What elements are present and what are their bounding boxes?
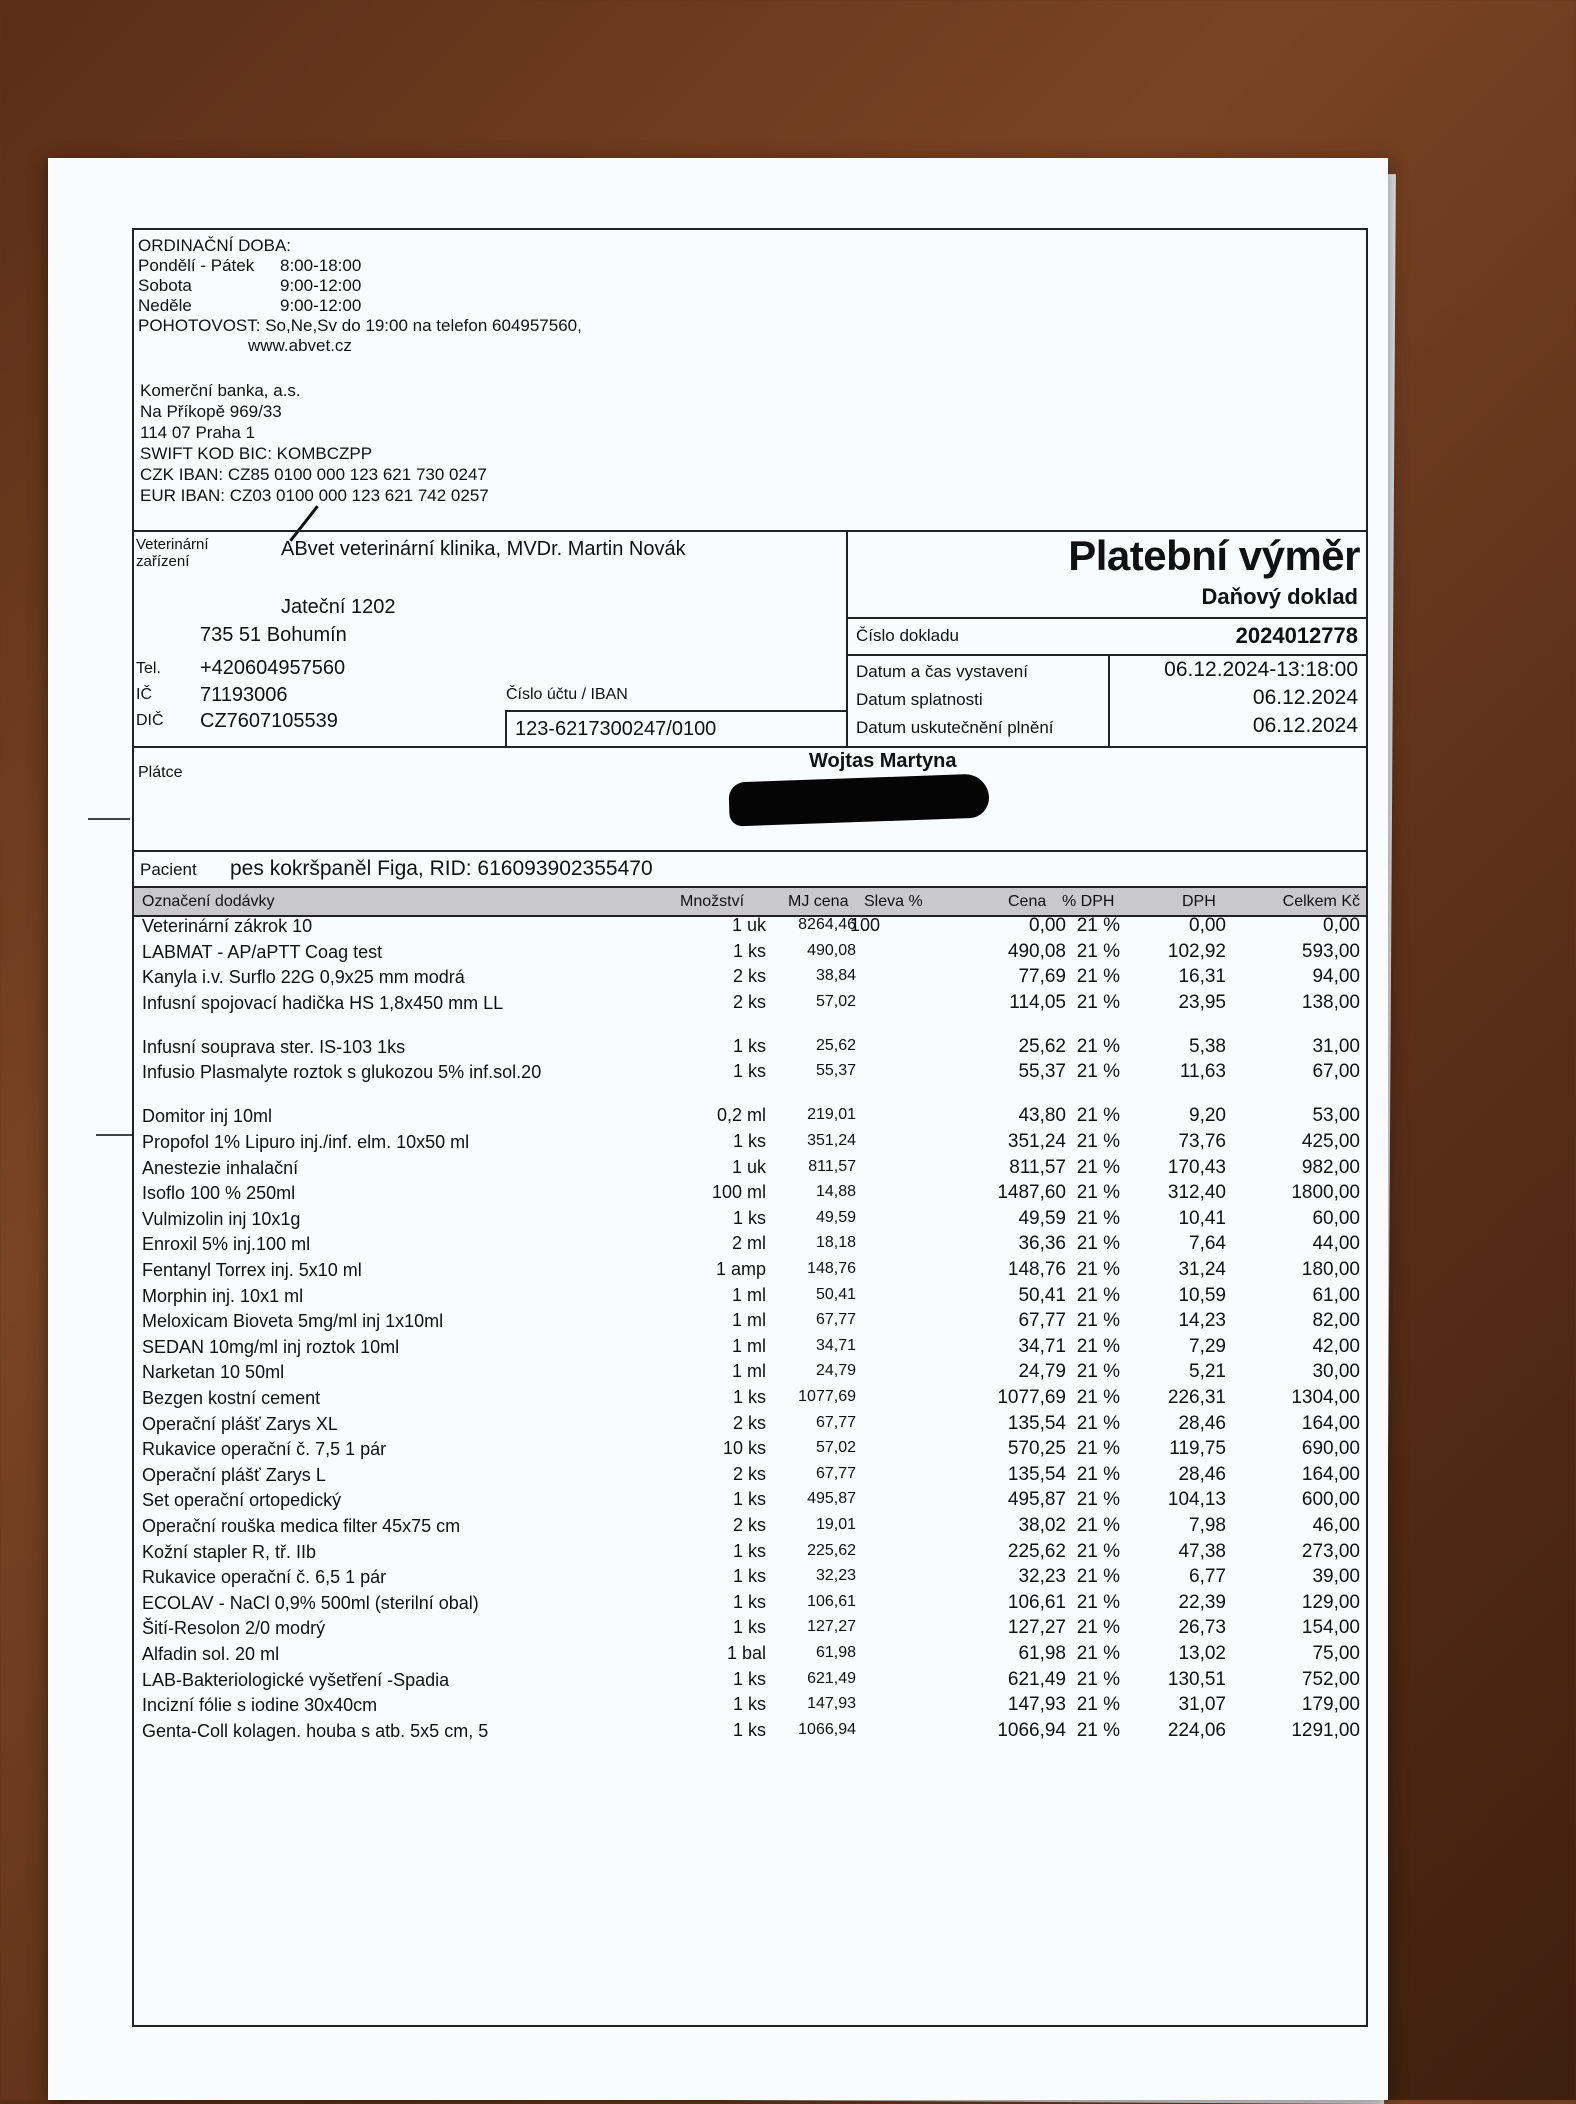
item-name: LAB-Bakteriologické vyšetření -Spadia (142, 1669, 450, 1690)
item-total: 94,00 (1312, 966, 1360, 988)
item-vat: 104,13 (1167, 1489, 1226, 1511)
item-price: 0,00 (1029, 915, 1066, 936)
item-unit-price: 225,62 (807, 1541, 856, 1559)
item-name: Propofol 1% Lipuro inj./inf. elm. 10x50 ml (142, 1132, 470, 1152)
item-qty: 1 ml (731, 1284, 766, 1305)
fulfilled-value: 06.12.2024 (1252, 714, 1358, 737)
item-name: Rukavice operační č. 6,5 1 pár (142, 1567, 387, 1588)
item-qty: 1 ks (732, 1719, 766, 1740)
facility-city: 735 51 Bohumín (200, 624, 347, 646)
bank-line: 114 07 Praha 1 (140, 423, 255, 442)
item-qty: 2 ks (732, 1463, 766, 1484)
item-name: Isoflo 100 % 250ml (142, 1183, 296, 1204)
col-name: Označení dodávky (142, 893, 275, 910)
item-vat-rate: 21 % (1076, 1207, 1120, 1229)
hours-row: Pondělí - Pátek 8:00-18:00 (138, 256, 362, 275)
item-vat-rate: 21 % (1076, 1156, 1120, 1178)
item-unit-price: 50,41 (815, 1285, 856, 1303)
item-unit-price: 38,84 (815, 967, 856, 985)
item-name: Genta-Coll kolagen. houba s atb. 5x5 cm, 5 (142, 1720, 489, 1741)
item-qty: 1 ks (732, 1207, 766, 1228)
item-unit-price: 219,01 (807, 1106, 856, 1124)
item-total: 67,00 (1312, 1061, 1360, 1083)
bank-line: SWIFT KOD BIC: KOMBCZPP (140, 444, 373, 463)
item-unit-price: 18,18 (815, 1234, 856, 1252)
item-price: 147,93 (1007, 1694, 1066, 1716)
item-name: Kanyla i.v. Surflo 22G 0,9x25 mm modrá (142, 967, 465, 988)
item-vat-rate: 21 % (1076, 1719, 1120, 1741)
item-price: 225,62 (1007, 1540, 1066, 1562)
item-unit-price: 67,77 (815, 1464, 856, 1482)
item-total: 75,00 (1312, 1643, 1360, 1664)
item-vat: 7,98 (1189, 1515, 1226, 1536)
item-total: 138,00 (1301, 991, 1360, 1013)
item-total: 1291,00 (1291, 1719, 1360, 1741)
item-unit-price: 8264,46 (798, 916, 856, 933)
item-vat-rate: 21 % (1076, 991, 1120, 1013)
item-vat: 14,23 (1178, 1310, 1226, 1332)
item-vat: 73,76 (1178, 1131, 1226, 1152)
item-qty: 2 ks (732, 1515, 766, 1535)
item-unit-price: 19,01 (815, 1516, 856, 1533)
item-unit-price: 32,23 (815, 1567, 856, 1585)
item-total: 42,00 (1312, 1335, 1360, 1357)
item-vat: 10,59 (1178, 1284, 1226, 1306)
item-vat: 13,02 (1178, 1643, 1226, 1664)
item-total: 31,00 (1312, 1035, 1360, 1057)
item-total: 44,00 (1312, 1233, 1360, 1255)
ic-label: IČ (136, 686, 152, 703)
item-price: 811,57 (1009, 1156, 1066, 1178)
item-price: 25,62 (1018, 1035, 1066, 1057)
due-label: Datum splatnosti (856, 690, 983, 709)
item-name: Domitor inj 10ml (142, 1106, 273, 1127)
item-unit-price: 490,08 (807, 941, 856, 959)
due-value: 06.12.2024 (1252, 686, 1358, 709)
item-price: 24,79 (1018, 1361, 1066, 1383)
item-qty: 1 uk (731, 915, 766, 935)
bank-line: CZK IBAN: CZ85 0100 000 123 621 730 0247 (140, 465, 487, 484)
item-qty: 1 amp (715, 1259, 766, 1279)
item-name: Narketan 10 50ml (142, 1362, 285, 1383)
item-vat-rate: 21 % (1076, 1489, 1120, 1511)
item-price: 127,27 (1007, 1617, 1066, 1639)
item-price: 43,80 (1018, 1105, 1066, 1127)
invoice-document (132, 228, 1368, 2027)
item-total: 690,00 (1301, 1438, 1360, 1460)
divider (134, 850, 1366, 852)
item-name: Operační plášť Zarys XL (142, 1413, 338, 1434)
item-total: 61,00 (1312, 1284, 1360, 1306)
item-vat-rate: 21 % (1076, 1284, 1120, 1306)
item-vat-rate: 21 % (1076, 1515, 1120, 1536)
divider (846, 654, 1366, 656)
item-qty: 0,2 ml (716, 1105, 766, 1126)
item-vat-rate: 21 % (1076, 1566, 1120, 1588)
item-qty: 1 ks (732, 1668, 766, 1689)
item-price: 106,61 (1007, 1591, 1066, 1613)
item-unit-price: 25,62 (815, 1036, 856, 1054)
item-name: Operační plášť Zarys L (142, 1464, 326, 1485)
item-vat: 102,92 (1167, 940, 1226, 962)
item-qty: 1 ks (732, 1540, 766, 1561)
item-qty: 1 ml (731, 1361, 766, 1382)
item-name: Kožní stapler R, tř. IIb (142, 1541, 317, 1562)
col-total: Celkem Kč (1282, 893, 1360, 910)
dic-label: DIČ (136, 712, 164, 729)
emergency-line: POHOTOVOST: So,Ne,Sv do 19:00 na telefon 604957560, (138, 316, 582, 335)
item-vat-rate: 21 % (1076, 1182, 1120, 1204)
item-vat-rate: 21 % (1076, 1694, 1120, 1716)
item-vat-rate: 21 % (1076, 1438, 1120, 1460)
item-name: Morphin inj. 10x1 ml (142, 1285, 304, 1306)
item-unit-price: 621,49 (807, 1669, 856, 1687)
item-total: 154,00 (1301, 1617, 1360, 1639)
document-title: Platební výměr (1068, 532, 1360, 579)
item-vat: 226,31 (1167, 1387, 1226, 1408)
item-qty: 1 bal (726, 1643, 766, 1663)
col-unit-price: MJ cena (788, 893, 849, 910)
col-qty: Množství (680, 893, 745, 910)
item-unit-price: 49,59 (815, 1208, 856, 1226)
bank-line: Komerční banka, a.s. (140, 381, 301, 400)
item-qty: 1 ks (732, 940, 766, 961)
item-vat-rate: 21 % (1076, 1668, 1120, 1690)
item-qty: 1 ml (731, 1335, 766, 1356)
dic-value: CZ7607105539 (200, 710, 338, 732)
item-vat: 130,51 (1167, 1668, 1226, 1690)
website: www.abvet.cz (248, 336, 352, 355)
item-qty: 1 uk (731, 1156, 766, 1177)
facility-street: Jateční 1202 (281, 596, 396, 618)
payer-name: Wojtas Martyna (809, 750, 957, 772)
item-vat: 10,41 (1178, 1207, 1226, 1229)
item-vat-rate: 21 % (1076, 940, 1120, 962)
item-total: 60,00 (1312, 1207, 1360, 1229)
account-box (505, 710, 848, 746)
item-price: 495,87 (1007, 1489, 1066, 1511)
item-vat: 11,63 (1179, 1061, 1226, 1083)
item-total: 30,00 (1312, 1361, 1360, 1383)
item-vat-rate: 21 % (1076, 1310, 1120, 1332)
item-total: 53,00 (1312, 1105, 1360, 1127)
item-total: 164,00 (1301, 1463, 1360, 1485)
document-subtitle: Daňový doklad (1201, 584, 1358, 609)
item-name: Incizní fólie s iodine 30x40cm (142, 1695, 378, 1716)
item-vat: 16,31 (1178, 966, 1226, 988)
col-discount: Sleva % (864, 893, 923, 910)
item-vat: 9,20 (1189, 1105, 1226, 1127)
item-name: Fentanyl Torrex inj. 5x10 ml (142, 1260, 362, 1280)
item-discount: 100 (850, 915, 881, 935)
item-price: 36,36 (1018, 1233, 1066, 1255)
item-name: Meloxicam Bioveta 5mg/ml inj 1x10ml (142, 1311, 444, 1332)
item-unit-price: 67,77 (815, 1311, 856, 1329)
item-unit-price: 351,24 (807, 1132, 856, 1149)
item-price: 32,23 (1018, 1566, 1066, 1588)
item-qty: 2 ks (732, 966, 766, 987)
item-unit-price: 34,71 (815, 1336, 856, 1354)
patient-label: Pacient (140, 860, 197, 879)
item-vat-rate: 21 % (1076, 915, 1120, 936)
item-vat-rate: 21 % (1076, 1361, 1120, 1383)
margin-mark (96, 1134, 132, 1136)
item-name: Infusio Plasmalyte roztok s glukozou 5% inf.sol.20 (142, 1062, 542, 1083)
issued-value: 06.12.2024-13:18:00 (1164, 658, 1358, 681)
item-unit-price: 495,87 (807, 1490, 856, 1508)
item-vat-rate: 21 % (1076, 1617, 1120, 1639)
item-price: 49,59 (1018, 1207, 1066, 1229)
item-price: 114,05 (1009, 991, 1066, 1013)
item-vat-rate: 21 % (1076, 1591, 1120, 1613)
divider (1108, 654, 1110, 746)
item-vat-rate: 21 % (1076, 1540, 1120, 1562)
item-vat: 0,00 (1189, 915, 1226, 936)
tel-label: Tel. (136, 660, 161, 677)
item-price: 1077,69 (997, 1387, 1066, 1408)
item-vat: 28,46 (1178, 1412, 1226, 1434)
margin-mark (88, 818, 130, 820)
item-total: 179,00 (1301, 1694, 1360, 1716)
item-name: Vulmizolin inj 10x1g (142, 1208, 301, 1229)
item-vat-rate: 21 % (1076, 1035, 1120, 1057)
bank-line: Na Příkopě 969/33 (140, 402, 282, 421)
item-name: Alfadin sol. 20 ml (142, 1644, 280, 1664)
item-total: 752,00 (1301, 1668, 1360, 1690)
item-vat: 47,38 (1178, 1540, 1226, 1562)
item-name: Operační rouška medica filter 45x75 cm (142, 1516, 461, 1536)
item-unit-price: 61,98 (815, 1644, 856, 1661)
item-total: 1800,00 (1291, 1182, 1360, 1204)
item-name: SEDAN 10mg/ml inj roztok 10ml (142, 1336, 400, 1357)
item-unit-price: 811,57 (808, 1157, 856, 1175)
bank-info (140, 380, 489, 506)
item-qty: 1 ks (732, 1387, 766, 1407)
item-vat: 119,75 (1169, 1438, 1226, 1460)
item-vat: 5,38 (1189, 1035, 1226, 1057)
item-vat: 7,64 (1189, 1233, 1226, 1255)
col-price: Cena (1008, 893, 1047, 910)
item-name: Bezgen kostní cement (142, 1388, 321, 1408)
item-qty: 100 ml (711, 1182, 766, 1203)
item-price: 148,76 (1007, 1259, 1066, 1280)
table-header (134, 886, 1366, 917)
item-total: 593,00 (1301, 940, 1360, 962)
hours-title: ORDINAČNÍ DOBA: (138, 236, 292, 255)
item-price: 55,37 (1018, 1061, 1066, 1083)
item-vat: 23,95 (1178, 991, 1226, 1013)
item-vat-rate: 21 % (1076, 966, 1120, 988)
item-price: 621,49 (1007, 1668, 1066, 1690)
item-qty: 1 ks (732, 1489, 766, 1510)
item-price: 38,02 (1018, 1515, 1066, 1536)
item-total: 600,00 (1301, 1489, 1360, 1511)
item-qty: 2 ks (732, 1412, 766, 1433)
item-price: 351,24 (1007, 1131, 1066, 1152)
item-name: Rukavice operační č. 7,5 1 pár (142, 1439, 387, 1460)
hours-row: Sobota 9:00-12:00 (138, 276, 362, 295)
item-total: 164,00 (1301, 1412, 1360, 1434)
item-vat: 22,39 (1178, 1591, 1226, 1613)
divider (134, 746, 1366, 748)
item-qty: 1 ml (731, 1310, 766, 1331)
item-unit-price: 14,88 (815, 1183, 856, 1201)
item-total: 129,00 (1301, 1591, 1360, 1613)
item-vat-rate: 21 % (1076, 1335, 1120, 1357)
item-vat-rate: 21 % (1076, 1387, 1120, 1408)
item-qty: 1 ks (732, 1131, 766, 1151)
item-price: 1487,60 (997, 1182, 1066, 1204)
item-vat: 28,46 (1178, 1463, 1226, 1485)
item-unit-price: 106,61 (807, 1592, 856, 1610)
col-vat: DPH (1182, 893, 1216, 910)
fulfilled-label: Datum uskutečnění plnění (856, 718, 1054, 737)
item-vat-rate: 21 % (1076, 1105, 1120, 1127)
divider (846, 617, 1366, 619)
item-total: 982,00 (1301, 1156, 1360, 1178)
pen-mark (289, 505, 318, 542)
hours-row: Neděle 9:00-12:00 (138, 296, 362, 315)
item-total: 1304,00 (1291, 1387, 1360, 1408)
item-price: 61,98 (1018, 1643, 1066, 1664)
item-price: 570,25 (1007, 1438, 1066, 1460)
doc-number: 2024012778 (1235, 623, 1358, 648)
account-value: 123-6217300247/0100 (515, 718, 717, 740)
item-unit-price: 55,37 (815, 1062, 856, 1080)
item-name: Veterinární zákrok 10 (142, 916, 313, 936)
item-price: 490,08 (1007, 940, 1066, 962)
item-price: 135,54 (1007, 1463, 1066, 1485)
item-unit-price: 1077,69 (798, 1388, 856, 1405)
item-total: 46,00 (1312, 1515, 1360, 1536)
item-vat-rate: 21 % (1076, 1233, 1120, 1255)
item-qty: 1 ks (732, 1035, 766, 1056)
item-total: 39,00 (1312, 1566, 1360, 1588)
item-vat: 170,43 (1167, 1156, 1226, 1178)
item-unit-price: 67,77 (815, 1413, 856, 1431)
item-unit-price: 147,93 (807, 1695, 856, 1713)
facility-label: Veterinární zařízení (136, 536, 209, 570)
doc-number-label: Číslo dokladu (856, 626, 960, 645)
item-vat-rate: 21 % (1076, 1643, 1120, 1664)
redaction-mark (728, 773, 989, 826)
item-vat: 31,24 (1178, 1259, 1226, 1280)
item-vat: 7,29 (1189, 1335, 1226, 1357)
bank-line: EUR IBAN: CZ03 0100 000 123 621 742 0257 (140, 486, 489, 505)
item-unit-price: 148,76 (807, 1260, 856, 1277)
item-vat: 224,06 (1167, 1719, 1226, 1741)
item-qty: 1 ks (732, 1061, 766, 1082)
item-qty: 1 ks (732, 1591, 766, 1612)
ic-value: 71193006 (200, 684, 288, 706)
item-name: ECOLAV - NaCl 0,9% 500ml (sterilní obal) (142, 1592, 479, 1613)
item-name: Set operační ortopedický (142, 1490, 342, 1511)
item-unit-price: 1066,94 (798, 1720, 856, 1738)
opening-hours (138, 236, 582, 356)
item-qty: 1 ks (732, 1617, 766, 1638)
item-name: LABMAT - AP/aPTT Coag test (142, 941, 383, 962)
item-price: 34,71 (1018, 1335, 1066, 1357)
item-vat-rate: 21 % (1076, 1412, 1120, 1434)
item-unit-price: 127,27 (807, 1618, 856, 1636)
item-vat: 312,40 (1167, 1182, 1226, 1204)
item-name: Infusní souprava ster. IS-103 1ks (142, 1036, 406, 1057)
item-unit-price: 24,79 (815, 1362, 856, 1380)
item-total: 82,00 (1312, 1310, 1360, 1332)
item-qty: 2 ml (731, 1233, 766, 1254)
item-qty: 1 ks (732, 1566, 766, 1587)
item-name: Infusní spojovací hadička HS 1,8x450 mm LL (142, 992, 504, 1013)
item-price: 50,41 (1018, 1284, 1066, 1306)
item-price: 67,77 (1018, 1310, 1066, 1332)
item-qty: 1 ks (732, 1694, 766, 1715)
item-qty: 2 ks (732, 991, 766, 1012)
patient-value: pes kokršpaněl Figa, RID: 616093902355470 (230, 857, 653, 880)
issued-label: Datum a čas vystavení (856, 662, 1028, 681)
item-vat-rate: 21 % (1076, 1131, 1120, 1152)
payer-label: Plátce (138, 764, 183, 781)
item-price: 77,69 (1018, 966, 1066, 988)
item-vat-rate: 21 % (1076, 1463, 1120, 1485)
item-vat: 5,21 (1189, 1361, 1226, 1383)
item-total: 180,00 (1301, 1259, 1360, 1280)
item-unit-price: 57,02 (815, 992, 856, 1010)
item-vat-rate: 21 % (1076, 1259, 1120, 1280)
facility-name: ABvet veterinární klinika, MVDr. Martin Novák (281, 538, 686, 560)
tel-value: +420604957560 (200, 657, 346, 679)
item-vat: 31,07 (1178, 1694, 1226, 1716)
item-price: 1066,94 (997, 1719, 1066, 1741)
account-label: Číslo účtu / IBAN (506, 686, 628, 703)
item-name: Šití-Resolon 2/0 modrý (142, 1618, 326, 1639)
item-qty: 10 ks (722, 1438, 766, 1459)
item-vat: 6,77 (1189, 1566, 1226, 1588)
item-total: 273,00 (1301, 1540, 1360, 1562)
item-vat: 26,73 (1178, 1617, 1226, 1639)
item-vat-rate: 21 % (1076, 1061, 1120, 1083)
item-name: Anestezie inhalační (142, 1157, 299, 1178)
item-price: 135,54 (1007, 1412, 1066, 1434)
item-unit-price: 57,02 (815, 1439, 856, 1457)
item-total: 425,00 (1301, 1131, 1360, 1152)
item-name: Enroxil 5% inj.100 ml (142, 1234, 311, 1255)
item-total: 0,00 (1323, 915, 1360, 936)
col-vat-rate: % DPH (1062, 893, 1115, 910)
